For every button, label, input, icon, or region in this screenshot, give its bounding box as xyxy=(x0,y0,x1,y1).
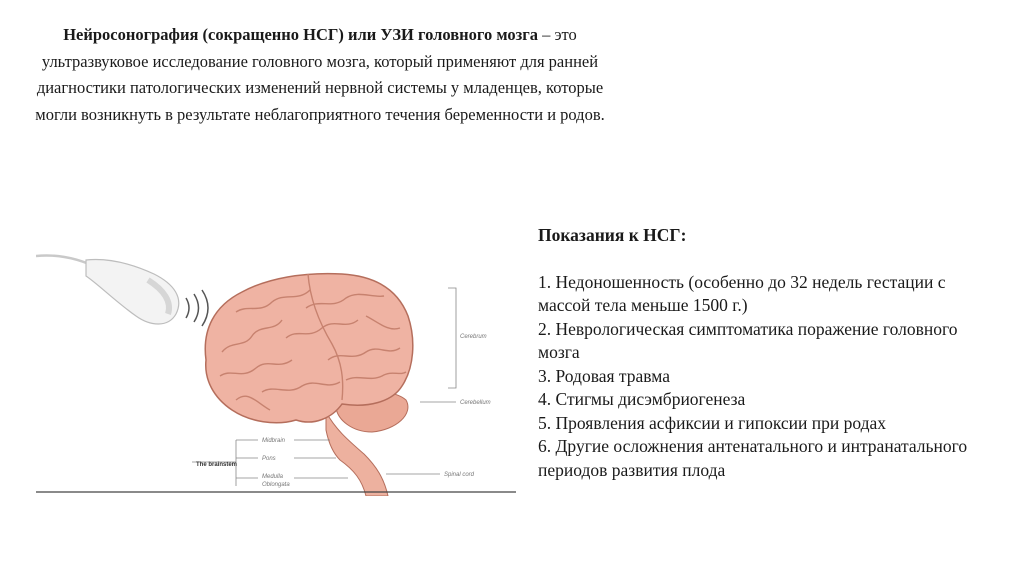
label-cerebellum: Cerebellum xyxy=(460,400,491,406)
label-spinal-cord: Spinal cord xyxy=(444,472,475,478)
label-oblongata: Oblongata xyxy=(262,482,290,488)
indication-item: 1. Недоношенность (особенно до 32 недель гестации с массой тела меньше 1500 г.) xyxy=(538,271,946,315)
indications-title: Показания к НСГ: xyxy=(538,225,687,245)
label-cerebrum: Cerebrum xyxy=(460,334,487,340)
brain-diagram xyxy=(36,240,516,496)
label-pons: Pons xyxy=(262,456,276,462)
indications-list xyxy=(538,271,998,483)
label-brainstem: The brainstem xyxy=(196,462,238,468)
intro-paragraph xyxy=(30,22,610,128)
indication-item: 6. Другие осложнения антенатального и интранатального периодов развития плода xyxy=(538,436,968,480)
indication-item: 2. Неврологическая симптоматика поражение головного мозга xyxy=(538,318,958,362)
indication-item: 3. Родовая травма xyxy=(538,365,670,386)
label-medulla: Medulla xyxy=(262,474,284,480)
intro-definition: – это ультразвуковое исследование головного мозга, который применяют для ранней диагностики патологических изменений нервной системы у младенцев, которые могли возникнуть в результате неблагоприятного течения беременности и родов. xyxy=(35,25,605,124)
indication-item: 4. Стигмы дисэмбриогенеза xyxy=(538,389,746,409)
intro-term: Нейросонография (сокращенно НСГ) или УЗИ головного мозга xyxy=(63,25,538,44)
indications-block xyxy=(538,224,998,482)
label-midbrain: Midbrain xyxy=(262,438,286,444)
indication-item: 5. Проявления асфиксии и гипоксии при родах xyxy=(538,412,887,433)
ultrasound-probe-icon xyxy=(36,255,208,326)
